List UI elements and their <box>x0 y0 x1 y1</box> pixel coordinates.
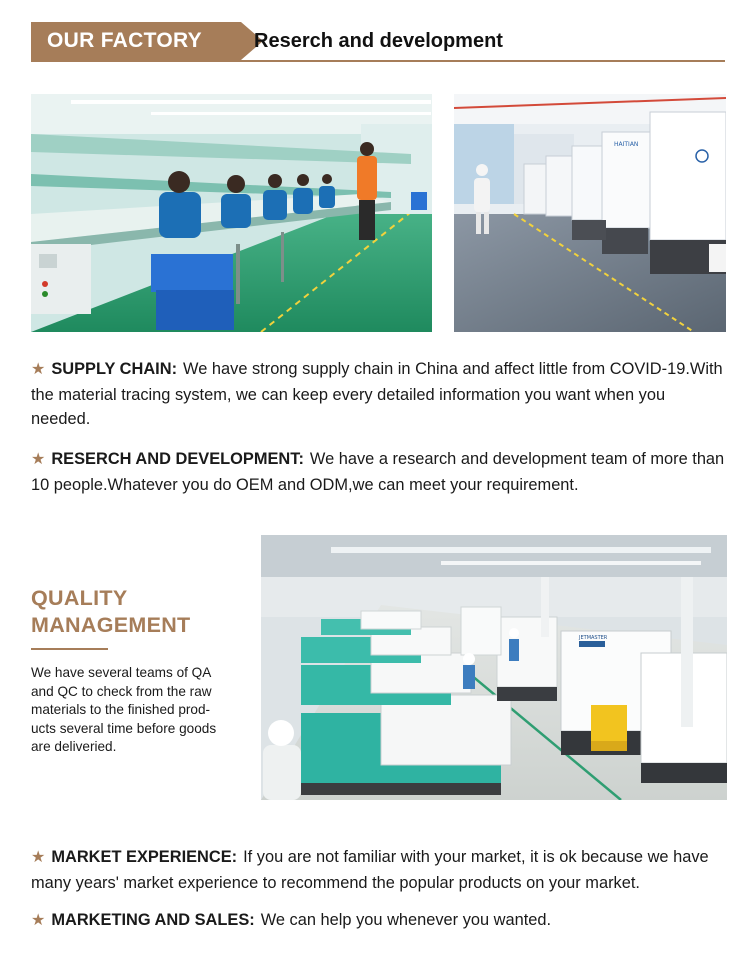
production-floor-photo <box>261 535 727 800</box>
star-icon: ★ <box>31 912 46 929</box>
quality-management-title <box>31 585 231 639</box>
quality-title-line: MANAGEMENT <box>31 613 191 637</box>
marketing-sales-paragraph <box>31 908 726 934</box>
market-experience-text: If you are not familiar with your market, it is ok because we have many years' market experience to recommend the popular products on your market. <box>31 848 709 892</box>
header-title: Reserch and development <box>254 30 503 52</box>
photo2-brand-text: HAITIAN <box>614 141 639 148</box>
star-icon: ★ <box>31 451 46 468</box>
research-paragraph <box>31 447 726 497</box>
marketing-sales-text: We can help you whenever you wanted. <box>260 911 552 929</box>
quality-body-line: and QC to check from the raw <box>31 683 212 699</box>
market-experience-paragraph <box>31 845 726 895</box>
quality-title-line: QUALITY <box>31 586 128 610</box>
quality-body-line: materials to the finished prod- <box>31 702 211 718</box>
marketing-sales-title: MARKETING AND SALES: <box>51 911 255 929</box>
star-icon: ★ <box>31 361 46 378</box>
quality-management-body <box>31 664 241 757</box>
market-experience-title: MARKET EXPERIENCE: <box>51 848 238 866</box>
research-text: We have a research and development team of more than 10 people.Whatever you do OEM and ODM,we can meet your requirement. <box>31 450 725 494</box>
assembly-line-photo <box>31 94 432 332</box>
molding-hall-photo <box>454 94 726 332</box>
photo3-brand-text: JETMASTER <box>579 635 608 641</box>
supply-chain-paragraph <box>31 357 726 432</box>
section-header <box>31 22 725 62</box>
research-title: RESERCH AND DEVELOPMENT: <box>51 450 304 468</box>
quality-body-line: are deliveried. <box>31 739 117 755</box>
quality-rule <box>31 648 108 650</box>
supply-chain-text: We have strong supply chain in China and affect little from COVID-19.With the material tracing system, we can keep every detailed information you want when you needed. <box>31 360 723 428</box>
quality-body-line: We have several teams of QA <box>31 665 212 680</box>
star-icon: ★ <box>31 849 46 866</box>
header-rule <box>31 60 725 62</box>
quality-body-line: ucts several time before goods <box>31 720 217 736</box>
supply-chain-title: SUPPLY CHAIN: <box>51 360 178 378</box>
header-tab-label: OUR FACTORY <box>31 22 241 60</box>
